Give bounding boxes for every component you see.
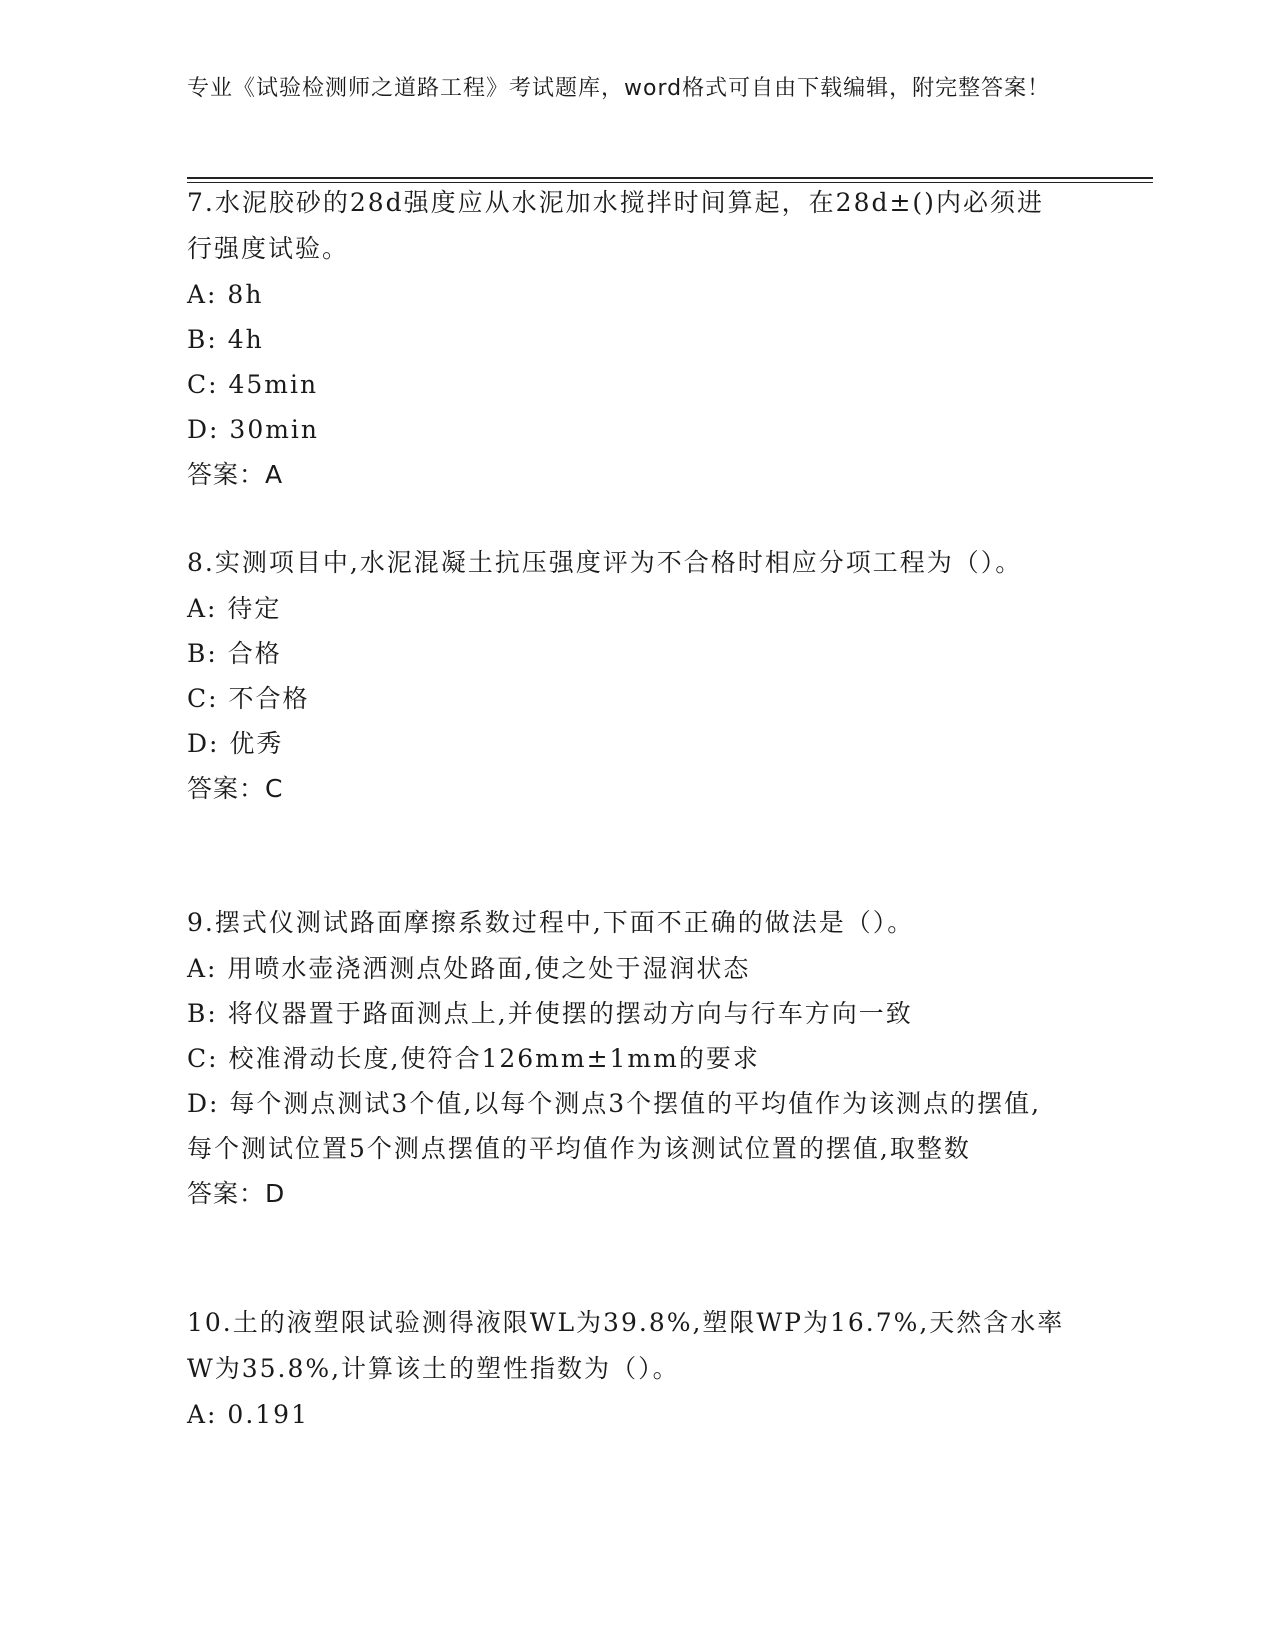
option-d: D: 每个测点测试3个值,以每个测点3个摆值的平均值作为该测点的摆值,每个测试位置5个测点摆值的平均值作为该测试位置的摆值,取整数 [187, 1089, 1042, 1163]
question-10 [187, 1300, 1067, 1437]
header-rule-thick [187, 177, 1153, 179]
option-c: C: 校准滑动长度,使符合126mm±1mm的要求 [187, 1044, 760, 1073]
option-d: D: 30min [187, 415, 320, 444]
question-stem: 10.土的液塑限试验测得液限WL为39.8%,塑限WP为16.7%,天然含水率W为35.8%,计算该土的塑性指数为（）。 [187, 1308, 1065, 1383]
question-stem: 8.实测项目中,水泥混凝土抗压强度评为不合格时相应分项工程为（）。 [187, 548, 1023, 577]
answer-label: 答案：D [187, 1179, 286, 1208]
answer-label: 答案：A [187, 460, 284, 489]
option-d: D: 优秀 [187, 729, 284, 758]
question-9 [187, 900, 1067, 1216]
question-7 [187, 180, 1067, 497]
option-c: C: 不合格 [187, 684, 310, 713]
question-8 [187, 540, 1067, 811]
option-a: A: 8h [187, 280, 264, 309]
document-header: 专业《试验检测师之道路工程》考试题库，word格式可自由下载编辑，附完整答案！ [187, 76, 1051, 101]
option-a: A: 用喷水壶浇洒测点处路面,使之处于湿润状态 [187, 954, 751, 983]
option-b: B: 合格 [187, 639, 282, 668]
question-stem: 9.摆式仪测试路面摩擦系数过程中,下面不正确的做法是（）。 [187, 908, 915, 937]
option-a: A: 0.191 [187, 1400, 309, 1429]
option-b: B: 将仪器置于路面测点上,并使摆的摆动方向与行车方向一致 [187, 999, 913, 1028]
question-stem: 7.水泥胶砂的28d强度应从水泥加水搅拌时间算起，在28d±()内必须进行强度试验。 [187, 188, 1044, 263]
option-c: C: 45min [187, 370, 319, 399]
option-b: B: 4h [187, 325, 264, 354]
option-a: A: 待定 [187, 594, 282, 623]
answer-label: 答案：C [187, 774, 284, 803]
